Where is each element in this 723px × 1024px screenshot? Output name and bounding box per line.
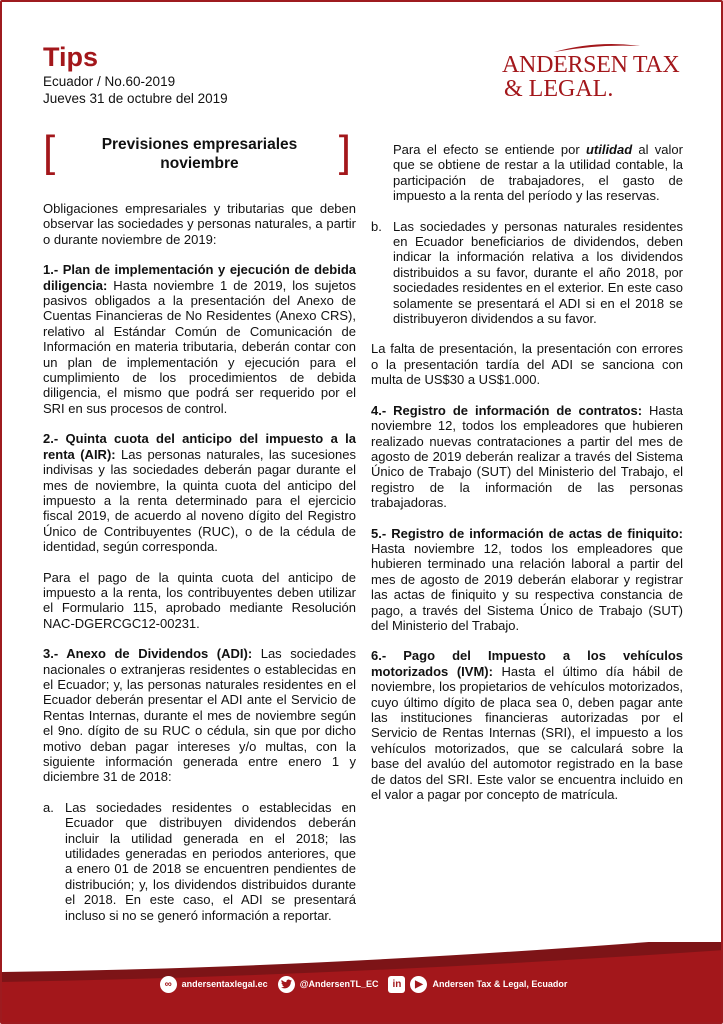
- edition-number: Ecuador / No.60-2019: [43, 74, 176, 89]
- footer-twitter[interactable]: [278, 976, 379, 993]
- utilidad-pre: Para el efecto se entiende por: [393, 142, 586, 157]
- tips-title: Tips: [43, 42, 99, 72]
- section-4: [371, 403, 683, 511]
- section-5: [371, 526, 683, 634]
- link-icon: ∞: [160, 976, 177, 993]
- footer-website[interactable]: [160, 976, 268, 993]
- utilidad-paragraph: [371, 142, 683, 204]
- section-4-body: Hasta noviembre 12, todos los empleadores que hubieren realizado nuevas contrataciones a partir del mes de agosto de 2019 deberán realizar a través del Sistema Único de Trabajo (SUT) del Ministerio del Trabajo, el registro de la información de las personas trabajadoras.: [371, 402, 683, 511]
- footer-website-text: andersentaxlegal.ec: [181, 979, 268, 989]
- section-2-paragraph-2: Para el pago de la quinta cuota del anticipo de impuesto a la renta, los contribuyentes deben utilizar el Formulario 115, aprobado mediante Resolución NAC-DGERCGC12-00231.: [43, 569, 356, 631]
- section-1: [43, 262, 356, 416]
- section-6-title: 6.- Pago del Impuesto a los vehículos motorizados (IVM):: [371, 648, 683, 679]
- section-3-body: Las sociedades nacionales o extranjeras residentes o establecidas en el Ecuador; y, las personas naturales residentes en el Ecuador deberán presentar el ADI ante el Servicio de Rentas Internas, durante el mes de noviembre según el 9no. dígito de su RUC o cédula, sin que por dicho motivo deban pagar intereses y/o multas, con la siguiente información generada entre enero 1 y diciembre 31 de 2018:: [43, 646, 356, 785]
- section-4-title: 4.- Registro de información de contratos:: [371, 402, 643, 418]
- penalty-paragraph: La falta de presentación, la presentación con errores o la presentación tardía del ADI se sanciona con multa de US$30 a US$1.000.: [371, 341, 683, 388]
- section-1-body: Hasta noviembre 1 de 2019, los sujetos pasivos obligados a la presentación del Anexo de Cuentas Financieras de No Residentes (Anexo CRS), relativo al Estándar Común de Comunicación de Información en materia tributaria, deberán contar con un plan de implementación y ejecución para el cumplimiento de los procedimientos de debida diligencia, el mismo que podrá ser requerido por el SRI en sus procesos de control.: [43, 277, 356, 416]
- section-3-title: 3.- Anexo de Dividendos (ADI):: [43, 646, 253, 662]
- list-item-b: [371, 219, 683, 327]
- list-marker-a: a.: [43, 799, 54, 815]
- close-bracket: ]: [338, 127, 351, 176]
- list-item-a: [43, 800, 356, 923]
- right-column: [371, 142, 683, 817]
- logo-line2: & LEGAL.: [504, 76, 614, 102]
- section-6-body: Hasta el último día hábil de noviembre, los propietarios de vehículos motorizados, cuyo último dígito de placa sea 0, deben pagar ante las instituciones financieras autorizadas por el Servicio de Rentas Internas (SRI), el impuesto a los vehículos motorizados, que se calculará sobre la base del avalúo del automotor registrado en la base de datos del SRI. Este valor se encuentra incluido en el valor a pagar por concepto de matrícula.: [371, 663, 683, 803]
- logo-line1: ANDERSEN TAX: [502, 52, 680, 78]
- edition-info: [43, 73, 228, 107]
- section-2-body: Las personas naturales, las sucesiones indivisas y las sociedades deberán pagar durante el mes de noviembre, la quinta cuota del anticipo del impuesto a la renta determinado para el ejercicio fiscal 2019, de acuerdo al noveno dígito del Registro Único de Contribuyentes (RUC), o de la cédula de identidad, según corresponda.: [43, 446, 356, 555]
- list-text-b: Las sociedades y personas naturales residentes en Ecuador beneficiarios de dividendos, deben indicar la información relativa a los dividendos distribuidos a su favor, durante el año 2018, por sociedades residentes en el exterior. En este caso solamente se presentará el ADI si en el 2018 se distribuyeron dividendos a su favor.: [393, 218, 683, 327]
- list-text-a: Las sociedades residentes o establecidas en Ecuador que distribuyen dividendos deberán incluir la utilidad generada en el 2018; las utilidades generadas en periodos anteriores, que a enero 01 de 2018 se encuentren pendientes de distribución; y, los dividendos distribuidos durante el 2018. En este caso, el ADI se presentará incluso si no se generó información a reportar.: [65, 799, 356, 923]
- footer-links: [2, 974, 723, 994]
- section-1-title: 1.- Plan de implementación y ejecución de debida diligencia:: [43, 262, 356, 293]
- edition-date: Jueves 31 de octubre del 2019: [43, 91, 228, 106]
- twitter-icon: [278, 976, 295, 993]
- left-column: [43, 122, 356, 938]
- section-6: [371, 648, 683, 802]
- linkedin-icon: in: [388, 976, 405, 993]
- heading-title: Previsiones empresariales noviembre: [101, 135, 298, 172]
- section-2-title: 2.- Quinta cuota del anticipo del impuesto a la renta (AIR):: [43, 431, 356, 462]
- section-5-body: Hasta noviembre 12, todos los empleadores que hubieren terminado una relación laboral a partir del mes de agosto de 2019 deberán elaborar y registrar las actas de finiquito y su respectiva constancia de pago, a través del Sistema Único de Trabajo (SUT) del Ministerio del Trabajo.: [371, 540, 683, 633]
- andersen-logo: [502, 40, 692, 100]
- open-bracket: [: [43, 127, 56, 176]
- footer-social-text: Andersen Tax & Legal, Ecuador: [432, 979, 568, 989]
- utilidad-word: utilidad: [585, 142, 633, 157]
- footer-social[interactable]: [388, 976, 567, 993]
- footer-twitter-text: @AndersenTL_EC: [299, 979, 379, 989]
- section-2: [43, 431, 356, 554]
- section-heading: [43, 122, 356, 185]
- section-5-title: 5.- Registro de información de actas de finiquito:: [371, 525, 683, 541]
- intro-paragraph: Obligaciones empresariales y tributarias que deben observar las sociedades y personas naturales, a partir o durante noviembre de 2019:: [43, 201, 356, 247]
- youtube-icon: ▶: [410, 976, 427, 993]
- list-marker-b: b.: [371, 218, 382, 234]
- section-3: [43, 646, 356, 785]
- utilidad-post: al valor que se obtiene de restar a la utilidad contable, la participación de trabajadores, el gasto de impuesto a la renta del período y las reservas.: [393, 142, 683, 204]
